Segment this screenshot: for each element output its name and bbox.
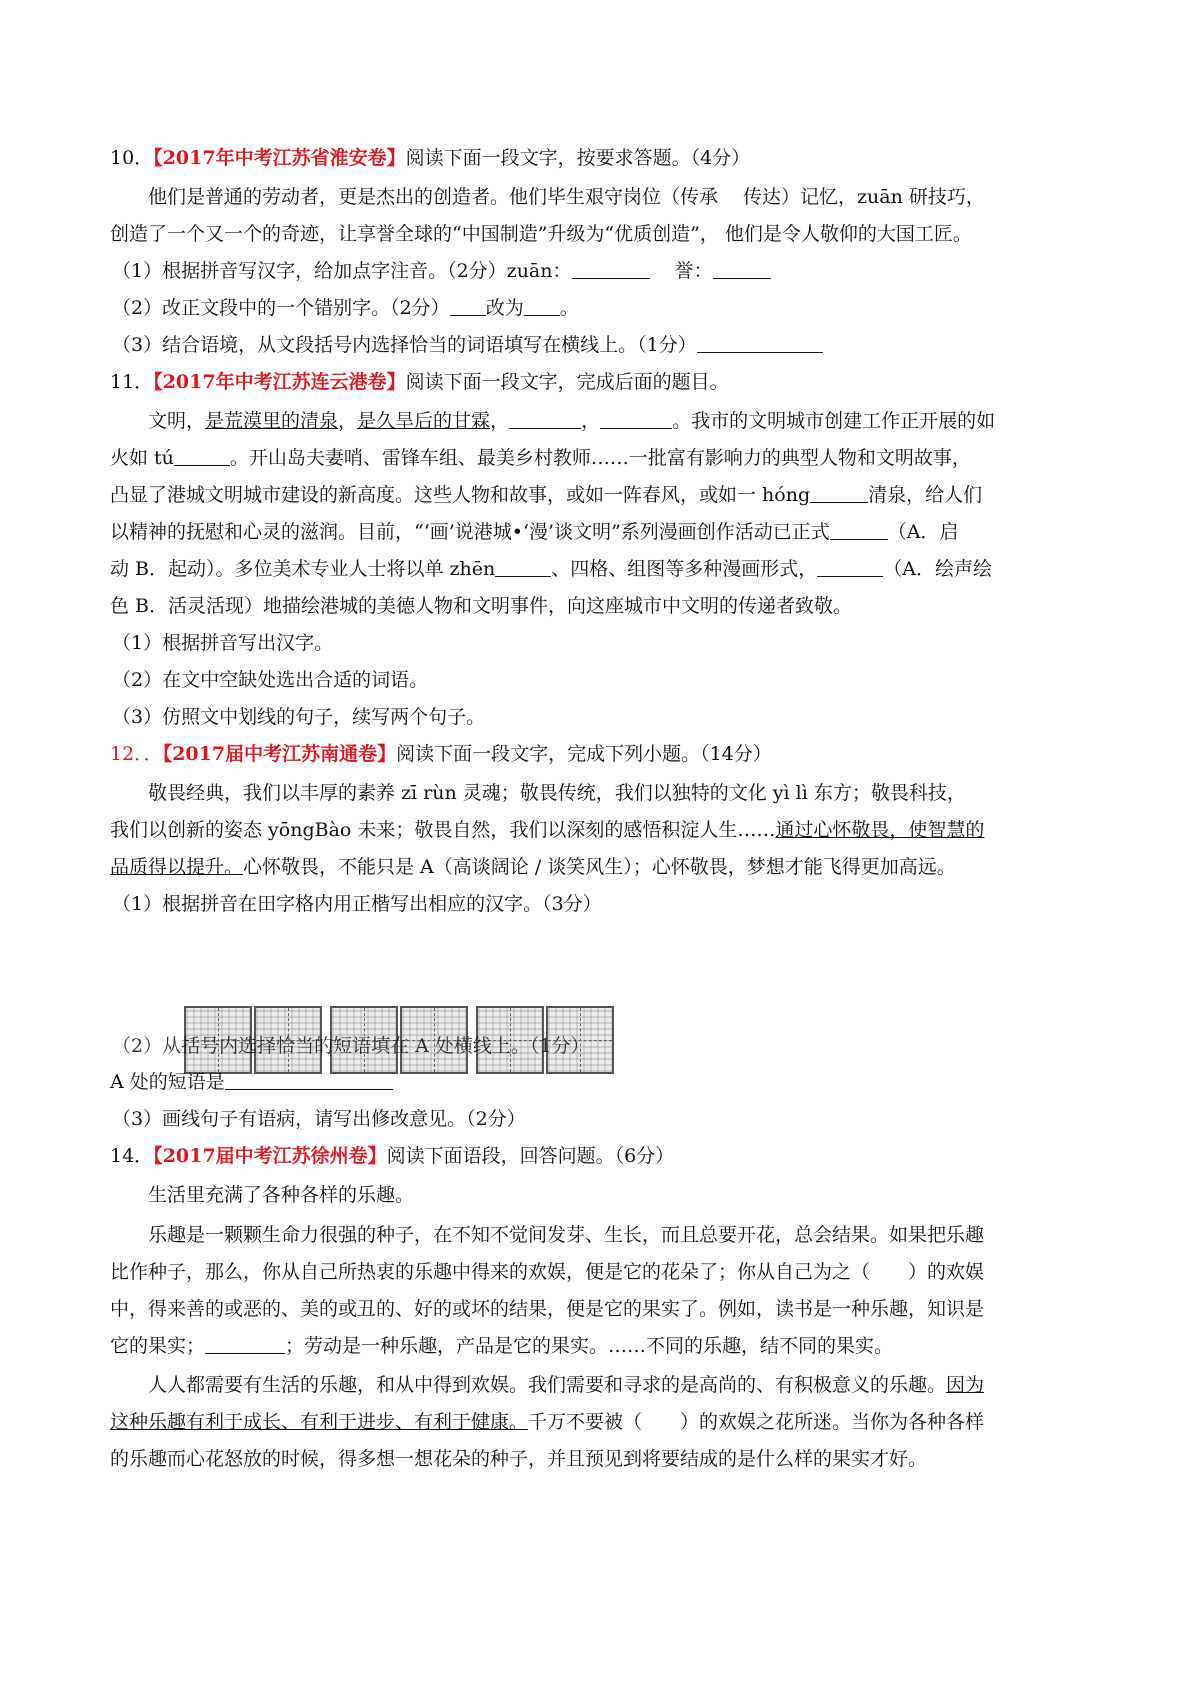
q11-number: 11． xyxy=(110,371,154,393)
q11-blank-hong[interactable] xyxy=(810,482,868,503)
q14-header xyxy=(110,1142,674,1170)
q10-sub1 xyxy=(112,257,771,285)
q11-text: 凸显了港城文明城市建设的新高度。这些人物和故事，或如一阵春风，或如一 hóng xyxy=(110,484,811,506)
q10-sub2-blank-right[interactable] xyxy=(524,295,560,316)
q11-blank-sentence-2[interactable] xyxy=(600,408,672,429)
q11-sub1: （1）根据拼音写出汉字。 xyxy=(112,632,334,654)
q10-passage-line-1: 他们是普通的劳动者，更是杰出的创造者。他们毕生艰守岗位（传承 传达）记忆，zuān 研技巧， xyxy=(148,186,985,208)
q12-underlined-sentence-end: 品质得以提升。 xyxy=(110,856,244,878)
q11-text: 。开山岛夫妻哨、雷锋车组、最美乡村教师……一批富有影响力的典型人物和文明故事， xyxy=(229,447,971,469)
q12-answer-blank[interactable] xyxy=(225,1069,393,1090)
q11-text: 以精神的抚慰和心灵的滋润。目前，“‘画’说港城•‘漫’谈文明”系列漫画创作活动已正式 xyxy=(110,521,830,543)
q10-number: 10． xyxy=(110,147,154,169)
q11-underlined-phrase-2: 是久旱后的甘霖 xyxy=(357,410,491,432)
q12-prompt: 阅读下面一段文字，完成下列小题。（14分） xyxy=(396,743,772,765)
q10-sub2-text-3: 。 xyxy=(559,297,579,319)
q11-header xyxy=(110,368,729,396)
q11-underlined-phrase-1: 是荒漠里的清泉 xyxy=(205,410,339,432)
q14-underlined-sentence-end: 这种乐趣有利于成长、有利于进步、有利于健康。 xyxy=(110,1411,529,1433)
q11-text: 清泉，给人们 xyxy=(868,484,983,506)
q10-sub3 xyxy=(112,331,823,359)
q12-sub2: （2）从括号内选择恰当的短语填在 A 处横线上。（1分） xyxy=(112,1035,590,1057)
q14-passage-line-2: 比作种子，那么，你从自己所热衷的乐趣中得来的欢娱，便是它的花朵了；你从自己为之（ ）的欢娱 xyxy=(110,1261,985,1283)
q11-text: （A．启 xyxy=(887,521,959,543)
q10-sub2-text-2: 改为 xyxy=(485,297,524,319)
q11-text: 。我市的文明城市创建工作正开展的如 xyxy=(672,410,996,432)
q11-source: 【2017年中考江苏连云港卷】 xyxy=(153,371,406,393)
q14-text: ；劳动是一种乐趣，产品是它的果实。……不同的乐趣，结不同的果实。 xyxy=(285,1335,894,1357)
q12-sub1: （1）根据拼音在田字格内用正楷写出相应的汉字。（3分） xyxy=(112,893,602,915)
q11-passage-line-4 xyxy=(110,518,959,546)
q10-sub1-blank-zuan[interactable] xyxy=(572,258,650,279)
q11-passage-line-6: 色 B．活灵活现）地描绘港城的美德人物和文明事件，向这座城市中文明的传递者致敬。 xyxy=(110,595,853,617)
q10-sub1-text-2: 誉： xyxy=(649,260,713,282)
q10-sub3-text: （3）结合语境，从文段括号内选择恰当的词语填写在横线上。（1分） xyxy=(112,334,697,356)
q11-passage-line-5 xyxy=(110,555,992,583)
q14-text: 它的果实； xyxy=(110,1335,206,1357)
q10-sub2-blank-wrong[interactable] xyxy=(450,295,486,316)
q12-passage-line-3 xyxy=(110,853,956,881)
q14-number: 14． xyxy=(110,1145,154,1167)
q10-header xyxy=(110,144,750,172)
q12-text: 我们以创新的姿态 yōngBào 未来；敬畏自然，我们以深刻的感悟积淀人生…… xyxy=(110,819,776,841)
q14-passage-line-1: 乐趣是一颗颗生命力很强的种子，在不知不觉间发芽、生长，而且总要开花，总会结果。如果把乐趣 xyxy=(148,1224,985,1246)
q14-passage-line-7: 的乐趣而心花怒放的时候，得多想一想花朵的种子，并且预见到将要结成的是什么样的果实才好。 xyxy=(110,1448,928,1470)
q14-passage-line-6 xyxy=(110,1408,984,1436)
q14-source: 【2017届中考江苏徐州卷】 xyxy=(153,1145,387,1167)
q11-prompt: 阅读下面一段文字，完成后面的题目。 xyxy=(405,371,729,393)
q14-blank[interactable] xyxy=(205,1333,285,1354)
q12-number: 12．． xyxy=(110,743,163,765)
q11-blank-choice-2[interactable] xyxy=(817,556,883,577)
q11-blank-tu[interactable] xyxy=(174,445,230,466)
q11-text: 文明， xyxy=(148,410,206,432)
q11-text: ， xyxy=(581,410,601,432)
q11-sub2: （2）在文中空缺处选出合适的词语。 xyxy=(112,669,429,691)
q12-passage-line-2 xyxy=(110,816,984,844)
q14-passage-line-5 xyxy=(148,1371,984,1399)
q11-passage-line-1 xyxy=(148,407,995,435)
q11-sub3: （3）仿照文中划线的句子，续写两个句子。 xyxy=(112,706,486,728)
q10-sub3-blank[interactable] xyxy=(697,332,823,353)
q10-passage-line-2: 创造了一个又一个的奇迹，让享誉全球的“中国制造”升级为“优质创造”， 他们是令人敬仰的大国工匠。 xyxy=(110,223,972,245)
q12-passage-line-1: 敬畏经典，我们以丰厚的素养 zī rùn 灵魂；敬畏传统，我们以独特的文化 yì lì 东方；敬畏科技， xyxy=(148,782,966,804)
q12-text: 心怀敬畏，不能只是 A（高谈阔论 / 谈笑风生）；心怀敬畏，梦想才能飞得更加高远。 xyxy=(243,856,956,878)
q10-sub1-blank-yu[interactable] xyxy=(713,258,771,279)
q10-source: 【2017年中考江苏省淮安卷】 xyxy=(153,147,406,169)
q14-passage-intro: 生活里充满了各种各样的乐趣。 xyxy=(148,1184,415,1206)
q12-source: 【2017届中考江苏南通卷】 xyxy=(162,743,397,765)
q14-text: 人人都需要有生活的乐趣，和从中得到欢娱。我们需要和寻求的是高尚的、有积极意义的乐趣。 xyxy=(148,1374,947,1396)
q11-text: ， xyxy=(490,410,510,432)
q10-sub1-text: （1）根据拼音写汉字，给加点字注音。（2分）zuān： xyxy=(112,260,572,282)
q12-header xyxy=(110,740,772,768)
q11-blank-zhen[interactable] xyxy=(495,556,551,577)
q11-blank-choice-1[interactable] xyxy=(830,519,888,540)
q10-sub2 xyxy=(112,294,579,322)
q10-sub2-text: （2）改正文段中的一个错别字。（2分） xyxy=(112,297,450,319)
q12-underlined-sentence: 通过心怀敬畏，使智慧的 xyxy=(775,819,985,841)
q14-passage-line-4 xyxy=(110,1332,893,1360)
q14-text: 千万不要被（ ）的欢娱之花所迷。当你为各种各样 xyxy=(528,1411,985,1433)
q11-text: 动 B．起动）。多位美术专业人士将以单 zhēn xyxy=(110,558,496,580)
q11-text: （A．绘声绘 xyxy=(883,558,993,580)
q11-text: ， xyxy=(338,410,358,432)
q11-text: 、四格、组图等多种漫画形式， xyxy=(551,558,818,580)
q14-prompt: 阅读下面语段，回答问题。（6分） xyxy=(386,1145,675,1167)
q14-passage-line-3: 中，得来善的或恶的、美的或丑的、好的或坏的结果，便是它的果实了。例如，读书是一种乐趣，知识是 xyxy=(110,1298,985,1320)
q12-answer-line xyxy=(110,1068,393,1096)
q12-answer-label: A 处的短语是 xyxy=(110,1071,225,1093)
q11-passage-line-2 xyxy=(110,444,971,472)
q12-sub3: （3）画线句子有语病，请写出修改意见。（2分） xyxy=(112,1108,526,1130)
q11-blank-sentence-1[interactable] xyxy=(509,408,581,429)
q10-prompt: 阅读下面一段文字，按要求答题。（4分） xyxy=(405,147,751,169)
q14-underlined-sentence: 因为 xyxy=(946,1374,985,1396)
q11-passage-line-3 xyxy=(110,481,982,509)
q11-text: 火如 tú xyxy=(110,447,174,469)
